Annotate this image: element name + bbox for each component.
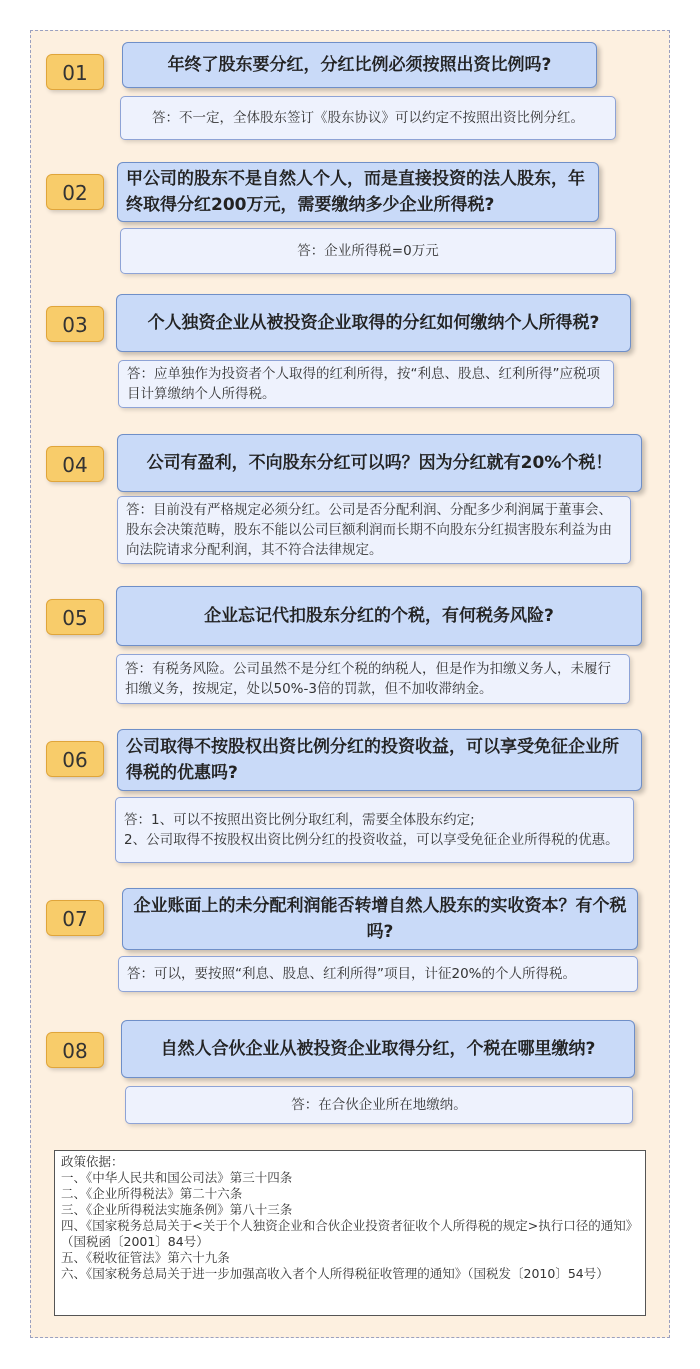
- answer-box: 答：有税务风险。公司虽然不是分红个税的纳税人，但是作为扣缴义务人，未履行扣缴义务，按规定，处以50%-3倍的罚款，但不加收滞纳金。: [116, 654, 630, 704]
- question-box: 公司取得不按股权出资比例分红的投资收益，可以享受免征企业所得税的优惠吗?: [117, 729, 642, 791]
- policy-line: 四、《国家税务总局关于<关于个人独资企业和合伙企业投资者征收个人所得税的规定>执行口径的通知》（国税函〔2001〕84号）: [61, 1218, 639, 1249]
- answer-line: 2、公司取得不按股权出资比例分红的投资收益，可以享受免征企业所得税的优惠。: [124, 832, 619, 848]
- item-number-badge: 02: [46, 174, 104, 210]
- question-box: 公司有盈利，不向股东分红可以吗？因为分红就有20%个税！: [117, 434, 642, 492]
- policy-basis-box: [54, 1150, 646, 1316]
- policy-line: 六、《国家税务总局关于进一步加强高收入者个人所得税征收管理的通知》（国税发〔2010〕54号）: [61, 1266, 609, 1281]
- answer-box: 答：应单独作为投资者个人取得的红利所得，按“利息、股息、红利所得”应税项目计算缴纳个人所得税。: [118, 360, 614, 408]
- policy-line: 五、《税收征管法》第六十九条: [61, 1250, 230, 1265]
- item-number-badge: 06: [46, 741, 104, 777]
- question-box: 年终了股东要分红，分红比例必须按照出资比例吗?: [122, 42, 597, 88]
- policy-line: 三、《企业所得税法实施条例》第八十三条: [61, 1202, 293, 1217]
- answer-box: 答：可以，要按照“利息、股息、红利所得”项目，计征20%的个人所得税。: [118, 956, 638, 992]
- answer-box: 答：目前没有严格规定必须分红。公司是否分配利润、分配多少利润属于董事会、股东会决策范畴，股东不能以公司巨额利润而长期不向股东分红损害股东利益为由向法院请求分配利润，其不符合法律规定。: [117, 496, 631, 564]
- answer-box: [115, 797, 634, 863]
- question-box: 个人独资企业从被投资企业取得的分红如何缴纳个人所得税?: [116, 294, 631, 352]
- policy-line: 二、《企业所得税法》第二十六条: [61, 1186, 243, 1201]
- answer-box: 答：不一定，全体股东签订《股东协议》可以约定不按照出资比例分红。: [120, 96, 616, 140]
- item-number-badge: 07: [46, 900, 104, 936]
- policy-line: 一、《中华人民共和国公司法》第三十四条: [61, 1170, 293, 1185]
- policy-title: 政策依据：: [61, 1154, 124, 1169]
- answer-box: 答：在合伙企业所在地缴纳。: [125, 1086, 633, 1124]
- answer-line: 答：1、可以不按照出资比例分取红利，需要全体股东约定;: [124, 812, 475, 828]
- item-number-badge: 08: [46, 1032, 104, 1068]
- question-box: 甲公司的股东不是自然人个人，而是直接投资的法人股东，年终取得分红200万元，需要缴纳多少企业所得税?: [117, 162, 599, 222]
- question-box: 企业忘记代扣股东分红的个税，有何税务风险?: [116, 586, 642, 646]
- item-number-badge: 03: [46, 306, 104, 342]
- answer-box: 答：企业所得税=0万元: [120, 228, 616, 274]
- item-number-badge: 04: [46, 446, 104, 482]
- item-number-badge: 01: [46, 54, 104, 90]
- question-box: 自然人合伙企业从被投资企业取得分红，个税在哪里缴纳?: [121, 1020, 635, 1078]
- item-number-badge: 05: [46, 599, 104, 635]
- question-box: 企业账面上的未分配利润能否转增自然人股东的实收资本？有个税吗?: [122, 888, 638, 950]
